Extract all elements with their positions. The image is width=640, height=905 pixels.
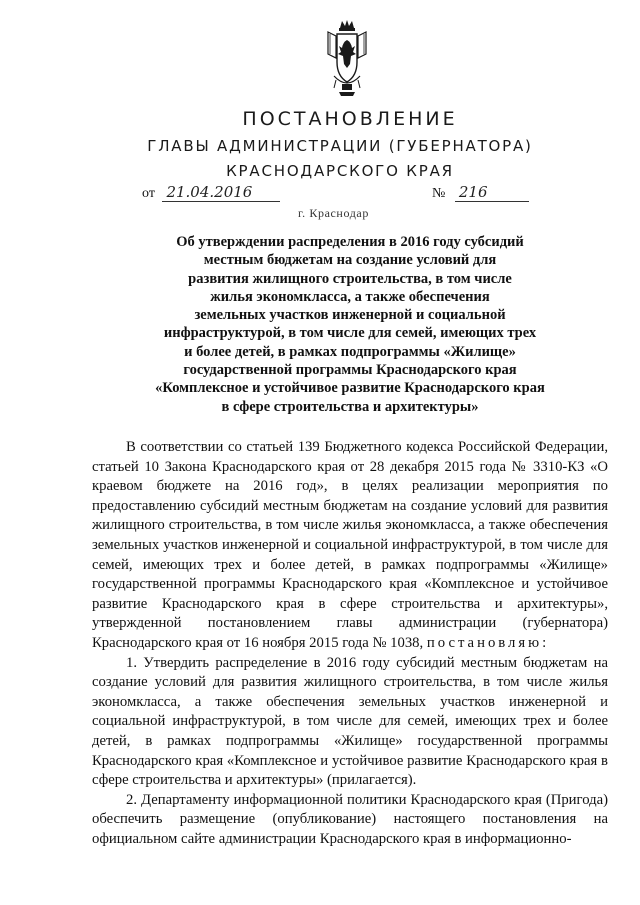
city-label: г. Краснодар xyxy=(298,206,369,220)
date-value: 21.04.2016 xyxy=(162,183,280,202)
number-row xyxy=(432,183,529,202)
decree-word: постановляю: xyxy=(426,634,550,651)
document-title: ПОСТАНОВЛЕНИЕ xyxy=(242,108,458,130)
subject-line: и более детей, в рамках подпрограммы «Жилище» xyxy=(184,343,516,360)
coat-of-arms-icon xyxy=(322,18,372,98)
subject-line: Об утверждении распределения в 2016 году субсидий xyxy=(176,234,524,250)
subject-line: земельных участков инженерной и социальной xyxy=(194,307,506,324)
document-body xyxy=(92,438,608,849)
number-value: 216 xyxy=(455,183,529,202)
document-region: КРАСНОДАРСКОГО КРАЯ xyxy=(226,162,454,180)
subject-line: местным бюджетам на создание условий для xyxy=(203,252,497,269)
document-subject xyxy=(140,233,560,416)
date-prefix: от xyxy=(142,186,155,201)
intro-paragraph xyxy=(92,438,608,654)
number-prefix: № xyxy=(432,186,446,201)
intro-text: В соответствии со статьей 139 Бюджетного кодекса Российской Федерации, статьей 10 Закона Краснодарского края от 28 декабря 2015 года № 3310-КЗ «О краевом бюджете на 2016 год», в целях реализации мероприятия по предоставлению субсидий местным бюджетам на создание условий для развития жилищного строительства, в том числе жилья экономкласса, а также обеспечения земельных участков инженерной и социальной инфраструктурой, в том числе для семей, имеющих трех и более детей, в рамках подпрограммы «Жилище» государственной программы Краснодарского края «Комплексное и устойчивое развитие Краснодарского края в сфере строительства и архитектуры», утвержденной постановлением главы администрации (губернатора) Краснодарского края от 16 ноября 2015 года № 1038, xyxy=(92,439,608,651)
subject-line: «Комплексное и устойчивое развитие Краснодарского края xyxy=(155,380,545,397)
item-2-paragraph: 2. Департаменту информационной политики Краснодарского края (Пригода) обеспечить размещение (опубликование) настоящего постановления на официальном сайте администрации Краснодарского края в информационно- xyxy=(92,791,608,847)
item-1-paragraph: 1. Утвердить распределение в 2016 году субсидий местным бюджетам на создание условий для развития жилищного строительства, в том числе жилья экономкласса, а также обеспечения земельных участков инженерной и социальной инфраструктурой, в том числе для семей, имеющих трех и более детей, в рамках подпрограммы «Жилище» государственной программы Краснодарского края «Комплексное и устойчивое развитие Краснодарского края в сфере строительства и архитектуры» (прилагается). xyxy=(92,654,608,789)
subject-line: развития жилищного строительства, в том числе xyxy=(188,270,512,287)
date-row xyxy=(142,183,280,202)
subject-line: жилья экономкласса, а также обеспечения xyxy=(210,288,490,305)
subject-line: государственной программы Краснодарского края xyxy=(183,362,517,379)
document-issuer: ГЛАВЫ АДМИНИСТРАЦИИ (ГУБЕРНАТОРА) xyxy=(147,137,533,155)
subject-line: в сфере строительства и архитектуры» xyxy=(221,398,479,415)
subject-line: инфраструктурой, в том числе для семей, имеющих трех xyxy=(163,325,537,342)
